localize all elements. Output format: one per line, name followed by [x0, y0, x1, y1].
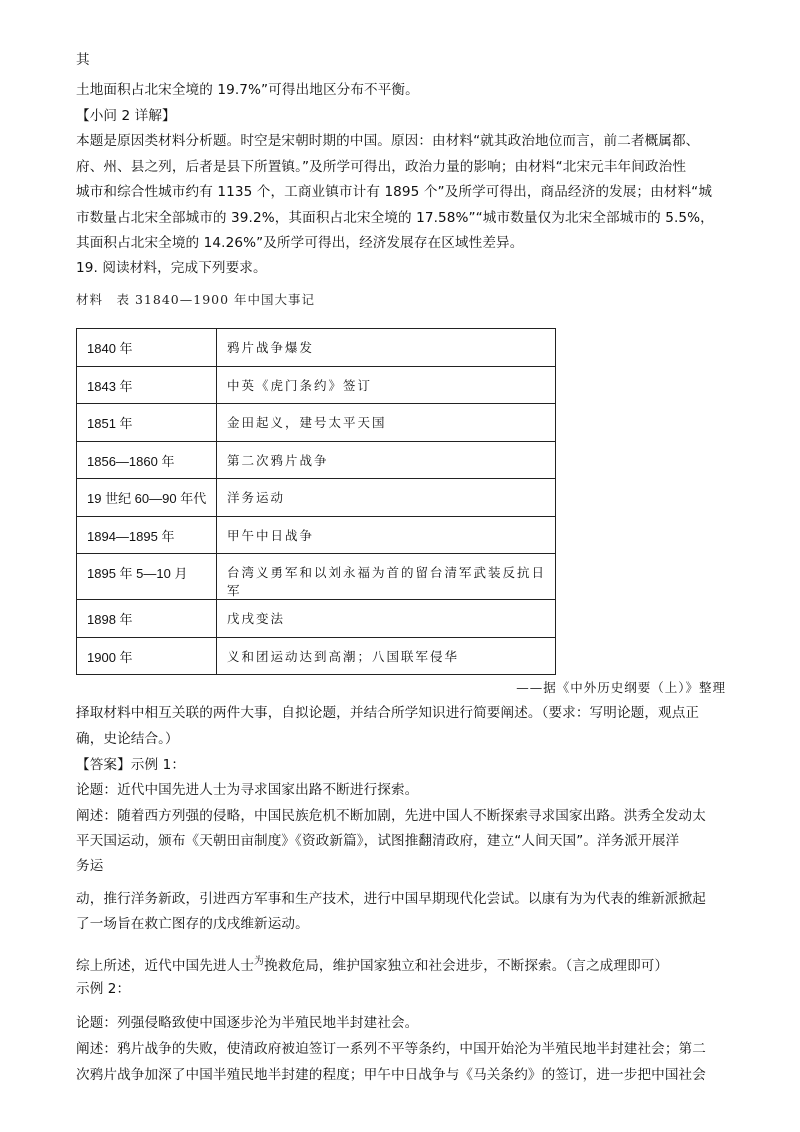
summary-after: 挽救危局，维护国家独立和社会进步，不断探索。（言之成理即可）: [264, 958, 669, 974]
example1-summary: [76, 953, 668, 975]
answer-label: 【答案】示例 1：: [76, 757, 186, 773]
example2-label: 示例 2：: [76, 981, 131, 997]
table-row: [77, 329, 556, 367]
event-cell: 甲午中日战争: [217, 516, 556, 554]
year-cell: 1898 年: [77, 600, 217, 638]
subquestion2-line: 城市和综合性城市约有 1135 个，工商业镇市计有 1895 个”及所学可得出，商品经济的发展；由材料“城: [76, 184, 713, 200]
year-cell: 1851 年: [77, 404, 217, 442]
table-row: [77, 637, 556, 675]
table-source: ——据《中外历史纲要（上）》整理: [516, 680, 726, 695]
event-cell: 第二次鸦片战争: [217, 441, 556, 479]
prev-explanation-line-2: 土地面积占北宋全境的 19.7%”可得出地区分布不平衡。: [76, 82, 419, 98]
table-row: [77, 479, 556, 517]
event-cell: 鸦片战争爆发: [217, 329, 556, 367]
example2-line: 次鸦片战争加深了中国半殖民地半封建的程度；甲午中日战争与《马关条约》的签订，进一步把中国社会: [76, 1067, 706, 1083]
subquestion2-heading: 【小问 2 详解】: [76, 108, 176, 124]
example1-line: 平天国运动，颁布《天朝田亩制度》《资政新篇》，试图推翻清政府，建立“人间天国”。洋务派开展洋: [76, 833, 680, 849]
table-row: [77, 441, 556, 479]
table-row: [77, 366, 556, 404]
example1-thesis: 论题：近代中国先进人士为寻求国家出路不断进行探索。: [76, 782, 419, 798]
example2-line: 阐述：鸦片战争的失败，使清政府被迫签订一系列不平等条约，中国开始沦为半殖民地半封建社会；第二: [76, 1041, 706, 1057]
event-cell: 洋务运动: [217, 479, 556, 517]
question19-requirement: 择取材料中相互关联的两件大事，自拟论题，并结合所学知识进行简要阐述。（要求：写明论题，观点正: [76, 705, 700, 721]
year-cell: 1840 年: [77, 329, 217, 367]
year-cell: 1900 年: [77, 637, 217, 675]
subquestion2-line: 其面积占北宋全境的 14.26%”及所学可得出，经济发展存在区域性差异。: [76, 235, 524, 251]
example2-thesis: 论题：列强侵略致使中国逐步沦为半殖民地半封建社会。: [76, 1015, 419, 1031]
example1-line: 阐述：随着西方列强的侵略，中国民族危机不断加剧，先进中国人不断探索寻求国家出路。洪秀全发动太: [76, 808, 706, 824]
subquestion2-line: 市数量占北宋全部城市的 39.2%，其面积占北宋全境的 17.58%”“城市数量仅为北宋全部城市的 5.5%，: [76, 210, 714, 226]
material-caption: 材料 表 31840—1900 年中国大事记: [76, 292, 316, 307]
event-cell: 戊戌变法: [217, 600, 556, 638]
prev-explanation-line-1: 其: [76, 52, 90, 68]
table-row: [77, 554, 556, 600]
events-table: [76, 328, 556, 675]
example1-line: 务运: [76, 858, 104, 874]
event-cell: 金田起义，建号太平天国: [217, 404, 556, 442]
summary-superscript: 为: [254, 956, 265, 967]
year-cell: 1894—1895 年: [77, 516, 217, 554]
event-cell: 中英《虎门条约》签订: [217, 366, 556, 404]
table-row: [77, 600, 556, 638]
subquestion2-line: 本题是原因类材料分析题。时空是宋朝时期的中国。原因：由材料“就其政治地位而言，前二者概属都、: [76, 133, 700, 149]
table-row: [77, 516, 556, 554]
year-cell: 1856—1860 年: [77, 441, 217, 479]
year-cell: 1895 年 5—10 月: [77, 554, 217, 600]
question19-prompt: 19. 阅读材料，完成下列要求。: [76, 260, 267, 276]
example1-line: 动，推行洋务新政，引进西方军事和生产技术，进行中国早期现代化尝试。以康有为为代表的维新派掀起: [76, 891, 706, 907]
summary-before: 综上所述，近代中国先进人士: [76, 958, 255, 974]
year-cell: 1843 年: [77, 366, 217, 404]
example1-line: 了一场旨在救亡图存的戊戌维新运动。: [76, 916, 309, 932]
event-cell: 义和团运动达到高潮；八国联军侵华: [217, 637, 556, 675]
subquestion2-line: 府、州、县之列，后者是县下所置镇。”及所学可得出，政治力量的影响；由材料“北宋元丰年间政治性: [76, 159, 687, 175]
year-cell: 19 世纪 60—90 年代: [77, 479, 217, 517]
table-row: [77, 404, 556, 442]
event-cell: 台湾义勇军和以刘永福为首的留台清军武装反抗日军: [217, 554, 556, 600]
question19-requirement: 确，史论结合。）: [76, 731, 179, 747]
